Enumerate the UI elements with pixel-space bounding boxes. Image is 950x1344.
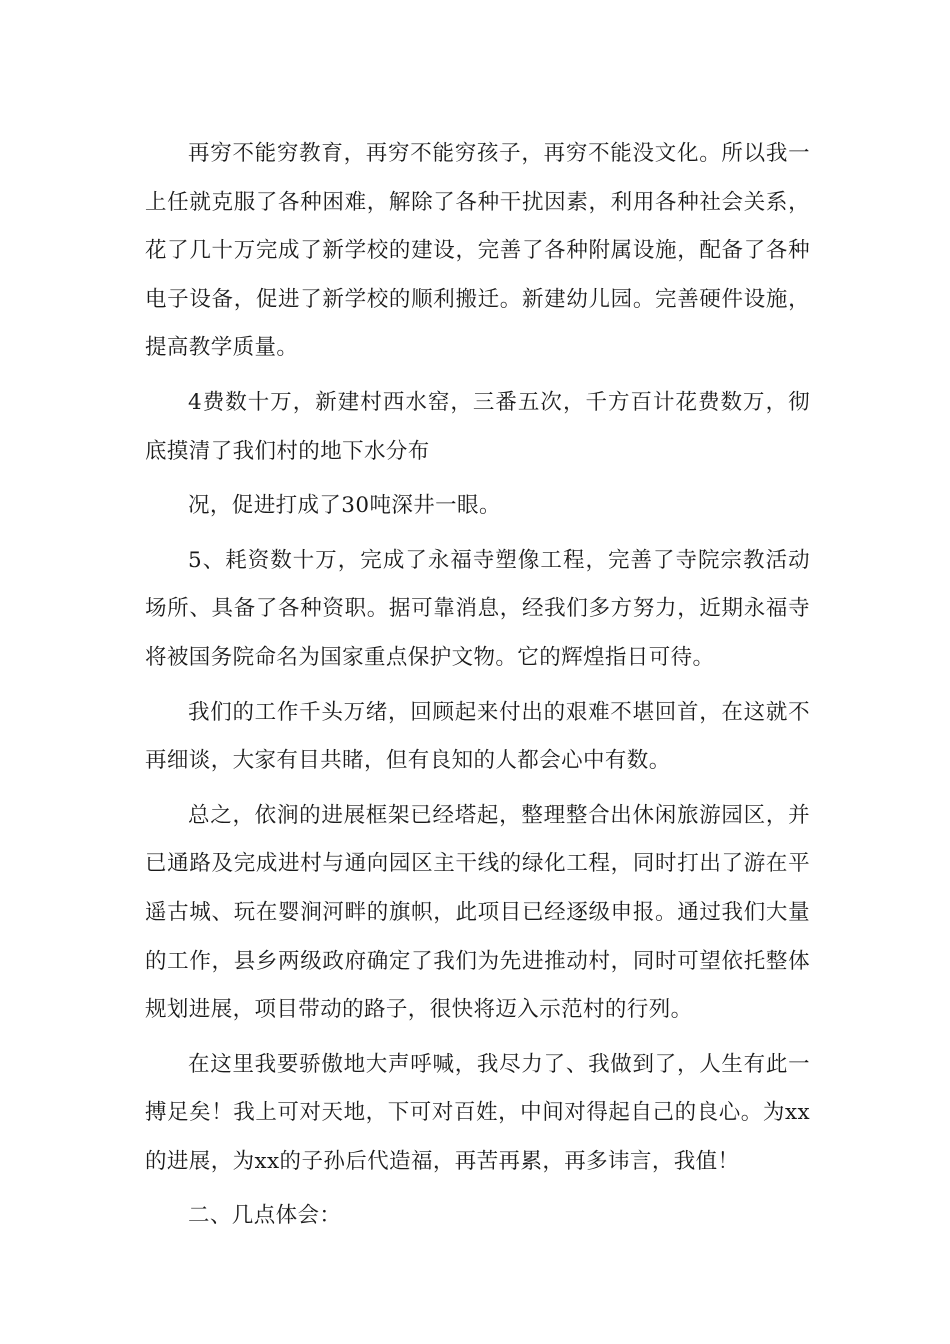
paragraph-work-summary: 我们的工作千头万绪，回顾起来付出的艰难不堪回首，在这就不再细谈，大家有目共睹，但有良知的人都会心中有数。 <box>145 699 810 774</box>
section-heading-insights: 二、几点体会： <box>188 1203 342 1229</box>
document-body <box>145 130 810 1241</box>
paragraph-water-cellar: 4费数十万，新建村西水窑，三番五次，千方百计花费数万，彻底摸清了我们村的地下水分布 <box>145 389 810 464</box>
paragraph-conclusion: 总之，依涧的进展框架已经塔起，整理整合出休闲旅游园区，并已通路及完成进村与通向园区主干线的绿化工程，同时打出了游在平遥古城、玩在婴涧河畔的旗帜，此项目已经逐级申报。通过我们大量的工作，县乡两级政府确定了我们为先进推动村，同时可望依托整体规划进展，项目带动的路子，很快将迈入示范村的行列。 <box>145 802 810 1023</box>
paragraph-deep-well: 况，促进打成了30吨深井一眼。 <box>188 493 501 519</box>
paragraph-temple: 5、耗资数十万，完成了永福寺塑像工程，完善了寺院宗教活动场所、具备了各种资职。据可靠消息，经我们多方努力，近期永福寺将被国务院命名为国家重点保护文物。它的辉煌指日可待。 <box>145 547 810 670</box>
paragraph-education: 再穷不能穷教育，再穷不能穷孩子，再穷不能没文化。所以我一上任就克服了各种困难，解除了各种干扰因素，利用各种社会关系，花了几十万完成了新学校的建设，完善了各种附属设施，配备了各种电子设备，促进了新学校的顺利搬迁。新建幼儿园。完善硬件设施，提高教学质量。 <box>145 141 810 361</box>
paragraph-declaration: 在这里我要骄傲地大声呼喊，我尽力了、我做到了，人生有此一搏足矣！我上可对天地，下可对百姓，中间对得起自己的良心。为xx的进展，为xx的子孙后代造福，再苦再累，再多讳言，我值！ <box>145 1051 810 1174</box>
